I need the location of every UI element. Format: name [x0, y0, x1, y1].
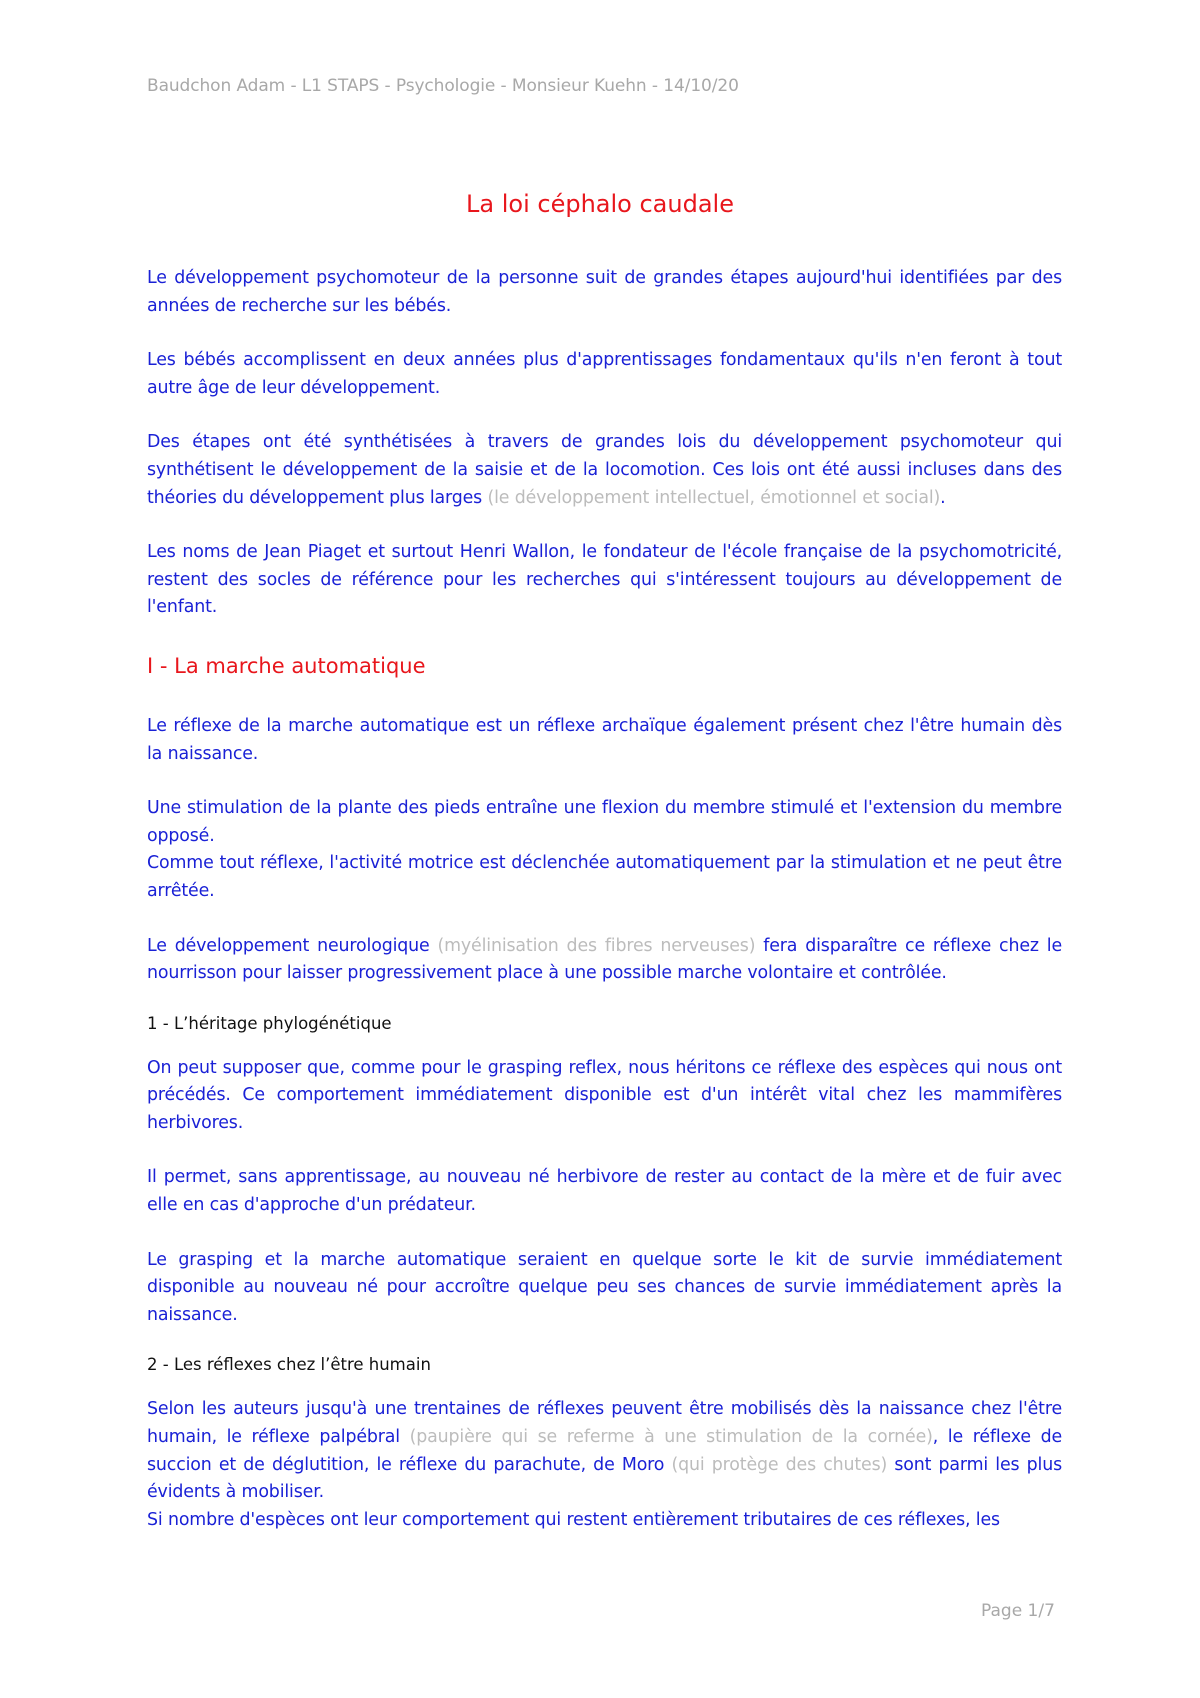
subsection-1-paragraph-3: Le grasping et la marche automatique seraient en quelque sorte le kit de survie immédiatement disponible au nouveau né pour accroître quelque peu ses chances de survie immédiatement après la naissance. [147, 1249, 1062, 1325]
subsection-2-paragraph-1-aside-1: (paupière qui se referme à une stimulation de la cornée) [409, 1427, 933, 1448]
section-1-paragraph-4-aside: (myélinisation des fibres nerveuses) [437, 935, 756, 956]
section-1-paragraph-3: Comme tout réflexe, l'activité motrice est déclenchée automatiquement par la stimulation et ne peut être arrêtée. [147, 853, 1062, 901]
intro-paragraph-3-aside: (le développement intellectuel, émotionnel et social) [487, 487, 941, 508]
subsection-2-paragraph-1-text-2: , le réflexe de succion et de déglutition, le réflexe du parachute, de Moro [147, 1427, 1063, 1475]
subsection-2-paragraph-1-end: sont parmi les plus évidents à mobiliser. [147, 1454, 1062, 1503]
section-1-paragraph-1: Le réflexe de la marche automatique est un réflexe archaïque également présent chez l'être humain dès la naissance. [147, 715, 1062, 764]
subsection-2-heading: 2 - Les réflexes chez l’être humain [147, 1355, 431, 1375]
section-1-paragraph-2: Une stimulation de la plante des pieds entraîne une flexion du membre stimulé et l'extension du membre opposé. [147, 798, 1062, 846]
subsection-1-heading: 1 - L’héritage phylogénétique [147, 1013, 392, 1033]
intro-paragraph-3-end: . [940, 487, 946, 508]
intro-paragraph-1: Le développement psychomoteur de la personne suit de grandes étapes aujourd'hui identifiées par des années de recherche sur les bébés. [147, 268, 1062, 316]
page-header: Baudchon Adam - L1 STAPS - Psychologie - Monsieur Kuehn - 14/10/20 [147, 76, 739, 96]
section-1-paragraph-4-text: Le développement neurologique [147, 935, 438, 956]
section-1-paragraph-4-end: fera disparaître ce réflexe chez le nourrisson pour laisser progressivement place à une possible marche volontaire et contrôlée. [147, 935, 1062, 984]
intro-paragraph-3 [147, 429, 1062, 512]
subsection-2-paragraph-1-aside-2: (qui protège des chutes) [671, 1454, 888, 1475]
page-number: Page 1/7 [981, 1601, 1055, 1621]
section-1-paragraph-4 [147, 933, 1062, 988]
document-title: La loi céphalo caudale [466, 190, 734, 218]
subsection-1-paragraph-1: On peut supposer que, comme pour le grasping reflex, nous héritons ce réflexe des espèces qui nous ont précédés. Ce comportement immédiatement disponible est d'un intérêt vital chez les mammifères herbivores. [147, 1057, 1062, 1133]
document-body [147, 265, 1062, 1534]
subsection-2-paragraph-1-text: Selon les auteurs jusqu'à une trentaines de réflexes peuvent être mobilisés dès la naissance chez l'être humain, le réflexe palpébral [147, 1399, 1062, 1448]
subsection-2-paragraph-2: Si nombre d'espèces ont leur comportement qui restent entièrement tributaires de ces réflexes, les [147, 1509, 1000, 1530]
subsection-1-paragraph-2: Il permet, sans apprentissage, au nouveau né herbivore de rester au contact de la mère et de fuir avec elle en cas d'approche d'un prédateur. [147, 1167, 1062, 1216]
intro-paragraph-2: Les bébés accomplissent en deux années plus d'apprentissages fondamentaux qu'ils n'en feront à tout autre âge de leur développement. [147, 350, 1062, 398]
intro-paragraph-4: Les noms de Jean Piaget et surtout Henri Wallon, le fondateur de l'école française de la psychomotricité, restent des socles de référence pour les recherches qui s'intéressent toujours au développement de l'enfant. [147, 542, 1062, 618]
subsection-2-paragraph-1 [147, 1396, 1062, 1506]
intro-paragraph-3-text: Des étapes ont été synthétisées à travers de grandes lois du développement psychomoteur qui synthétisent le développement de la saisie et de la locomotion. Ces lois ont été aussi incluses dans des théories du développement plus larges [147, 432, 1062, 508]
section-1-heading: I - La marche automatique [147, 653, 426, 678]
